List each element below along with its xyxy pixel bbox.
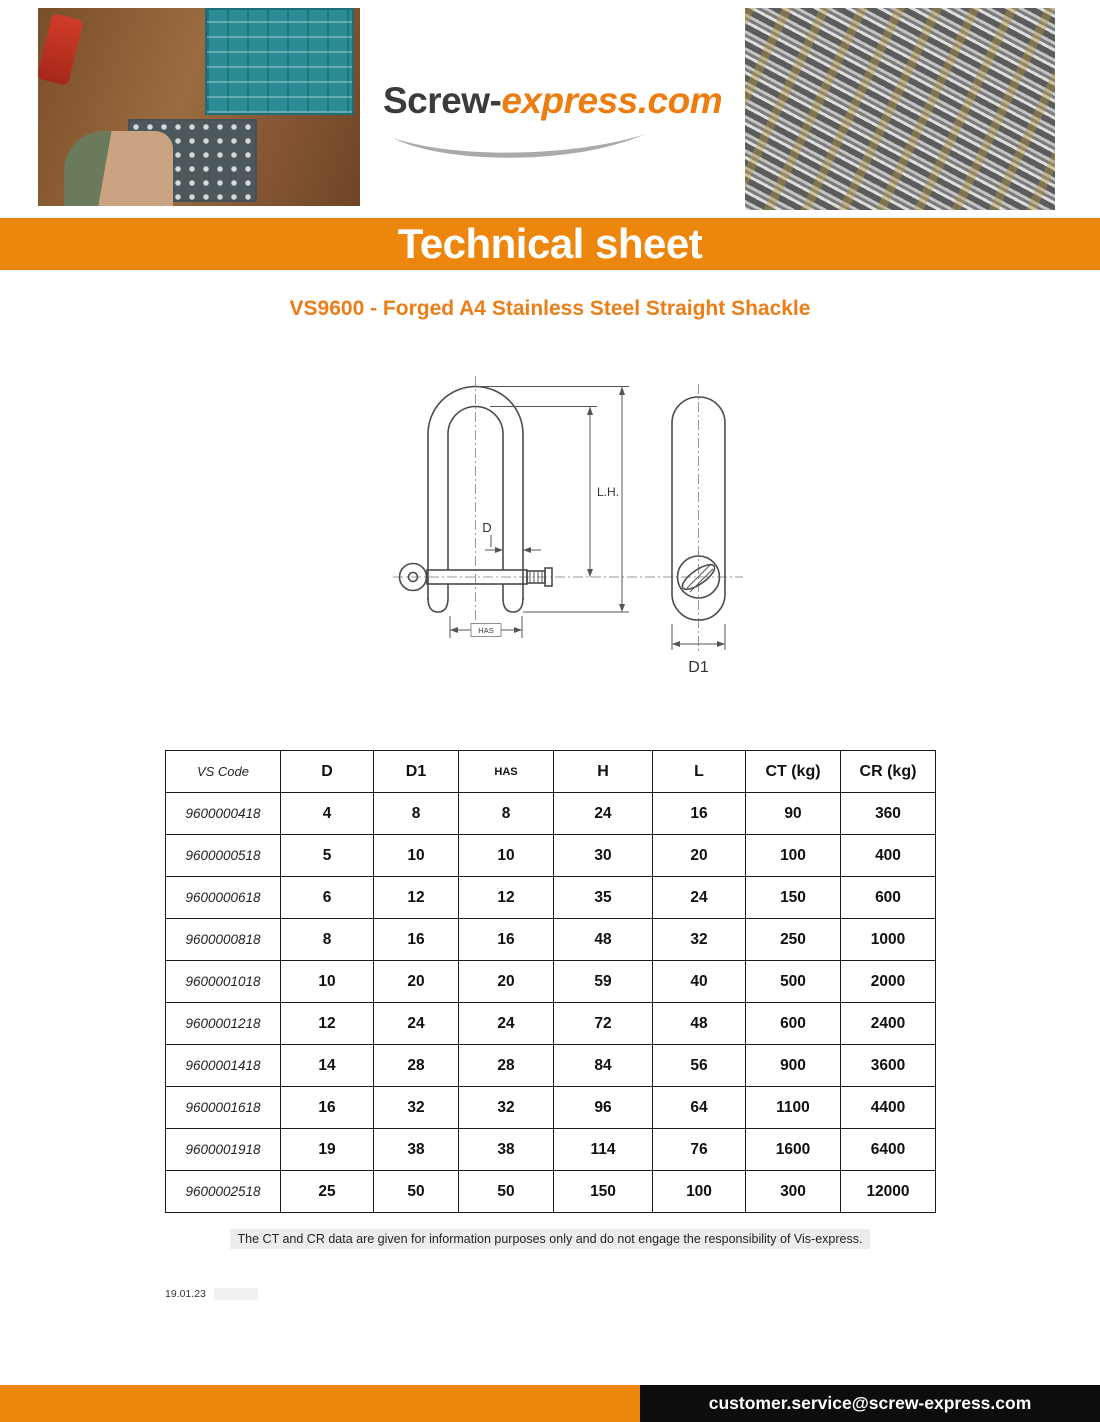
table-cell: 9600001218	[166, 1003, 281, 1045]
table-cell: 600	[746, 1003, 841, 1045]
shackle-diagram	[365, 372, 785, 702]
col-header-vscode: VS Code	[166, 751, 281, 793]
table-cell: 6	[281, 877, 374, 919]
banner	[0, 218, 1100, 270]
col-header-cr: CR (kg)	[841, 751, 936, 793]
table-cell: 50	[459, 1171, 554, 1213]
table-cell: 96	[554, 1087, 653, 1129]
table-cell: 2400	[841, 1003, 936, 1045]
stamp-placeholder	[214, 1288, 258, 1300]
table-header-row	[166, 751, 936, 793]
table-cell: 16	[374, 919, 459, 961]
table-row	[166, 1171, 936, 1213]
table-cell: 19	[281, 1129, 374, 1171]
banner-title: Technical sheet	[397, 220, 703, 267]
table-cell: 76	[653, 1129, 746, 1171]
table-cell: 12	[459, 877, 554, 919]
logo	[383, 80, 743, 160]
table-cell: 150	[554, 1171, 653, 1213]
table-cell: 4400	[841, 1087, 936, 1129]
table-cell: 100	[653, 1171, 746, 1213]
dim-inside-length	[490, 407, 619, 578]
table-cell: 12000	[841, 1171, 936, 1213]
table-cell: 5	[281, 835, 374, 877]
table-cell: 38	[374, 1129, 459, 1171]
table-cell: 900	[746, 1045, 841, 1087]
col-header-h: H	[554, 751, 653, 793]
table-cell: 114	[554, 1129, 653, 1171]
table-cell: 28	[374, 1045, 459, 1087]
col-header-d: D	[281, 751, 374, 793]
table-cell: 20	[374, 961, 459, 1003]
label-lh: L.H.	[597, 485, 620, 499]
dim-has	[450, 616, 522, 638]
col-header-l: L	[653, 751, 746, 793]
table-cell: 12	[374, 877, 459, 919]
table-cell: 9600001418	[166, 1045, 281, 1087]
logo-text-express: express.com	[501, 80, 723, 121]
product-title: VS9600 - Forged A4 Stainless Steel Straight Shackle	[289, 297, 811, 320]
table-cell: 600	[841, 877, 936, 919]
table-cell: 9600001618	[166, 1087, 281, 1129]
label-has: HAS	[478, 626, 494, 635]
table-cell: 25	[281, 1171, 374, 1213]
table-cell: 20	[653, 835, 746, 877]
table-cell: 16	[281, 1087, 374, 1129]
table-cell: 84	[554, 1045, 653, 1087]
disclaimer-text: The CT and CR data are given for information purposes only and do not engage the responsibility of Vis-express.	[230, 1229, 871, 1249]
table-cell: 9600000818	[166, 919, 281, 961]
table-cell: 16	[653, 793, 746, 835]
table-cell: 9600000418	[166, 793, 281, 835]
table-cell: 48	[554, 919, 653, 961]
table-cell: 30	[554, 835, 653, 877]
table-cell: 250	[746, 919, 841, 961]
screws-pile-photo	[745, 8, 1055, 210]
table-cell: 64	[653, 1087, 746, 1129]
date-text: 19.01.23	[165, 1288, 206, 1300]
table-cell: 72	[554, 1003, 653, 1045]
table-cell: 24	[653, 877, 746, 919]
table-cell: 10	[281, 961, 374, 1003]
table-cell: 8	[374, 793, 459, 835]
table-cell: 50	[374, 1171, 459, 1213]
table-row	[166, 961, 936, 1003]
table-row	[166, 1045, 936, 1087]
logo-text-screw: Screw-	[383, 80, 502, 121]
table-cell: 56	[653, 1045, 746, 1087]
table-cell: 9600002518	[166, 1171, 281, 1213]
table-cell: 1000	[841, 919, 936, 961]
table-cell: 32	[374, 1087, 459, 1129]
table-cell: 3600	[841, 1045, 936, 1087]
tape-measure-decor	[38, 13, 84, 86]
table-cell: 40	[653, 961, 746, 1003]
table-row	[166, 877, 936, 919]
table-cell: 1100	[746, 1087, 841, 1129]
table-cell: 8	[281, 919, 374, 961]
table-cell: 500	[746, 961, 841, 1003]
table-cell: 16	[459, 919, 554, 961]
logo-swoosh-icon	[389, 130, 651, 160]
table-cell: 20	[459, 961, 554, 1003]
table-row	[166, 793, 936, 835]
table-cell: 360	[841, 793, 936, 835]
table-cell: 1600	[746, 1129, 841, 1171]
col-header-has: HAS	[459, 751, 554, 793]
table-cell: 6400	[841, 1129, 936, 1171]
table-cell: 32	[459, 1087, 554, 1129]
table-row	[166, 1087, 936, 1129]
table-cell: 9600001918	[166, 1129, 281, 1171]
footer-email: customer.service@screw-express.com	[708, 1393, 1032, 1413]
table-cell: 10	[459, 835, 554, 877]
col-header-d1: D1	[374, 751, 459, 793]
table-cell: 32	[653, 919, 746, 961]
table-cell: 2000	[841, 961, 936, 1003]
table-cell: 4	[281, 793, 374, 835]
col-header-ct: CT (kg)	[746, 751, 841, 793]
parts-organizer-decor	[205, 8, 353, 115]
arm-decor	[64, 131, 173, 206]
table-cell: 100	[746, 835, 841, 877]
label-d: D	[482, 520, 492, 535]
table-cell: 300	[746, 1171, 841, 1213]
table-row	[166, 1129, 936, 1171]
table-row	[166, 919, 936, 961]
table-cell: 9600000618	[166, 877, 281, 919]
dim-pin-diameter	[482, 520, 541, 553]
table-row	[166, 835, 936, 877]
table-row	[166, 1003, 936, 1045]
table-cell: 59	[554, 961, 653, 1003]
table-cell: 150	[746, 877, 841, 919]
table-cell: 24	[374, 1003, 459, 1045]
table-cell: 400	[841, 835, 936, 877]
label-d1: D1	[688, 659, 709, 676]
table-cell: 24	[459, 1003, 554, 1045]
disclaimer-note	[0, 1232, 1100, 1246]
table-cell: 90	[746, 793, 841, 835]
footer-bar	[0, 1385, 1100, 1422]
table-cell: 9600001018	[166, 961, 281, 1003]
table-cell: 8	[459, 793, 554, 835]
table-cell: 9600000518	[166, 835, 281, 877]
workbench-photo	[38, 8, 360, 206]
footer-email-block	[640, 1385, 1100, 1422]
date-line	[165, 1288, 258, 1300]
table-cell: 35	[554, 877, 653, 919]
table-cell: 38	[459, 1129, 554, 1171]
table-cell: 24	[554, 793, 653, 835]
table-cell: 28	[459, 1045, 554, 1087]
table-cell: 12	[281, 1003, 374, 1045]
spec-table	[165, 750, 936, 1213]
table-cell: 48	[653, 1003, 746, 1045]
table-cell: 10	[374, 835, 459, 877]
table-cell: 14	[281, 1045, 374, 1087]
